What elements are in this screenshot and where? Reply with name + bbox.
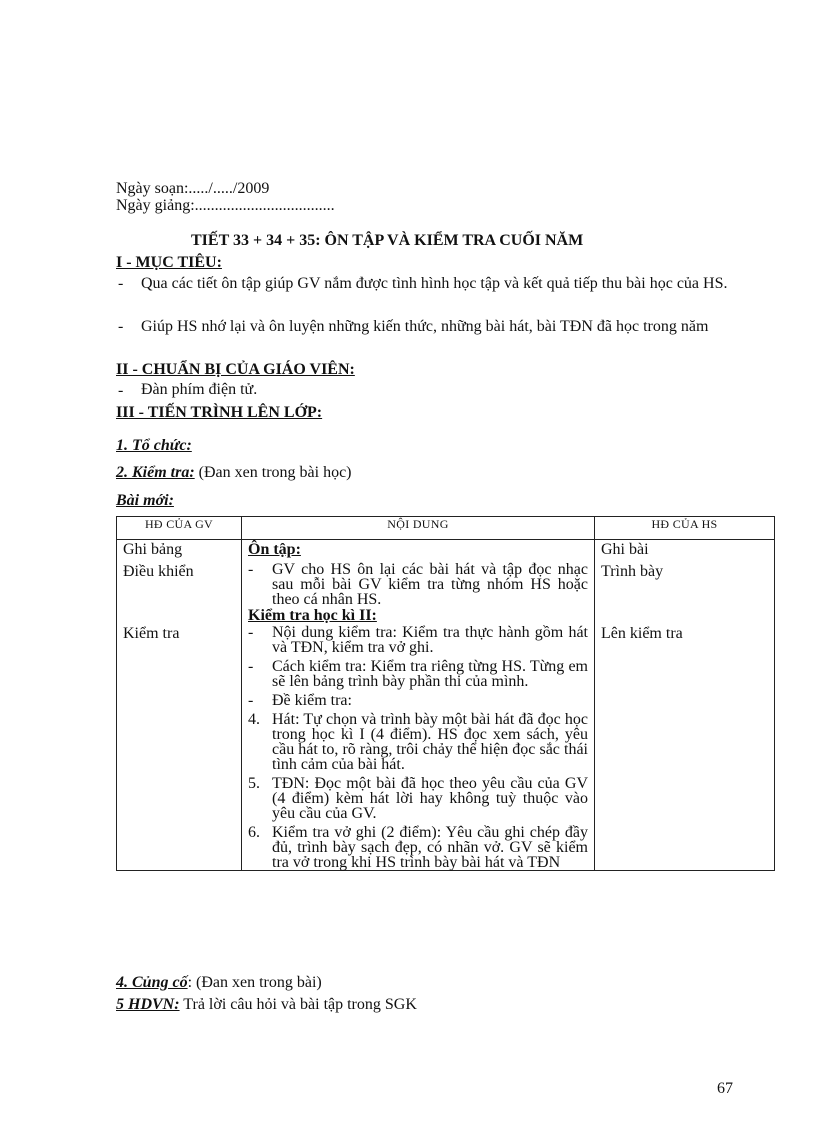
list-item: 6. Kiểm tra vở ghi (2 điểm): Yêu cầu ghi chép đầy đủ, trình bày sạch đẹp, có nhãn vở. GV sẽ kiểm tra vở trong khi HS trình bày bài hát và TĐN [248, 824, 588, 871]
table-header-row [117, 517, 775, 540]
teacher-activity-cell [117, 540, 242, 871]
teacher-activity-write: Ghi bảng [123, 541, 183, 558]
teacher-activity-direct: Điều khiển [123, 563, 194, 580]
consolidate-line [116, 974, 322, 992]
exam-list [248, 625, 588, 870]
list-item: 5. TĐN: Đọc một bài đã học theo yêu cầu của GV (4 điểm) kèm hát lời hay không tuỳ thuộc vào yêu cầu của GV. [248, 775, 588, 822]
list-item: - Đề kiểm tra: [248, 692, 352, 709]
section-2-heading: II - CHUẨN BỊ CỦA GIÁO VIÊN: [116, 361, 355, 378]
header-student-activity: HĐ CỦA HS [595, 517, 775, 540]
review-list [248, 562, 588, 607]
homework-label: 5 HDVN: [116, 996, 180, 1013]
page-number: 67 [717, 1080, 733, 1097]
bullet-dash: - [118, 318, 124, 335]
student-activity-cell [595, 540, 775, 871]
header-teacher-activity: HĐ CỦA GV [117, 517, 242, 540]
table-row [117, 540, 775, 871]
student-activity-test: Lên kiểm tra [601, 625, 683, 642]
exam-heading: Kiểm tra học kì II: [248, 607, 377, 624]
list-item: - GV cho HS ôn lại các bài hát và tập đọc nhạc sau mỗi bài GV kiểm tra từng nhóm HS hoặc theo cá nhân HS. [248, 561, 588, 608]
content-cell [242, 540, 595, 871]
objective-item: Qua các tiết ôn tập giúp GV nắm được tình hình học tập và kết quả tiếp thu bài học của HS. [141, 275, 728, 292]
student-activity-present: Trình bày [601, 563, 664, 580]
teacher-activity-test: Kiểm tra [123, 625, 180, 642]
organization-heading: 1. Tổ chức: [116, 437, 192, 454]
bullet-dash: - [118, 382, 124, 399]
section-1-heading: I - MỤC TIÊU: [116, 254, 222, 271]
date-prepared: Ngày soạn:...../...../2009 [116, 180, 270, 197]
new-lesson-heading: Bài mới: [116, 492, 174, 509]
lesson-title: TIẾT 33 + 34 + 35: ÔN TẬP VÀ KIỂM TRA CUỐI NĂM [191, 232, 584, 249]
homework-text: Trả lời câu hỏi và bài tập trong SGK [179, 996, 417, 1013]
review-heading: Ôn tập: [248, 541, 301, 558]
check-text: (Đan xen trong bài học) [194, 464, 352, 481]
bullet-dash: - [118, 275, 124, 292]
check-line [116, 464, 352, 482]
consolidate-label: 4. Củng cố [116, 974, 188, 991]
date-taught: Ngày giảng:................................... [116, 197, 335, 214]
homework-line [116, 996, 417, 1014]
preparation-item: Đàn phím điện tử. [141, 381, 258, 398]
student-activity-note: Ghi bài [601, 541, 649, 558]
section-3-heading: III - TIẾN TRÌNH LÊN LỚP: [116, 404, 323, 421]
list-item: - Cách kiểm tra: Kiểm tra riêng từng HS. Từng em sẽ lên bảng trình bày phần thi của mình. [248, 658, 588, 690]
list-item: - Nội dung kiểm tra: Kiểm tra thực hành gồm hát và TĐN, kiểm tra vở ghi. [248, 624, 588, 656]
check-label: 2. Kiểm tra: [116, 464, 195, 481]
objective-item: Giúp HS nhớ lại và ôn luyện những kiến thức, những bài hát, bài TĐN đã học trong năm [141, 318, 709, 335]
lesson-plan-table [116, 516, 775, 871]
header-content: NỘI DUNG [242, 517, 595, 540]
list-item: 4. Hát: Tự chọn và trình bày một bài hát đã đọc học trong học kì I (4 điểm). HS đọc xem sách, yêu cầu hát to, rõ ràng, trôi chảy thể hiện đọc sắc thái tình cảm của bài hát. [248, 711, 588, 773]
consolidate-text: : (Đan xen trong bài) [187, 974, 322, 991]
